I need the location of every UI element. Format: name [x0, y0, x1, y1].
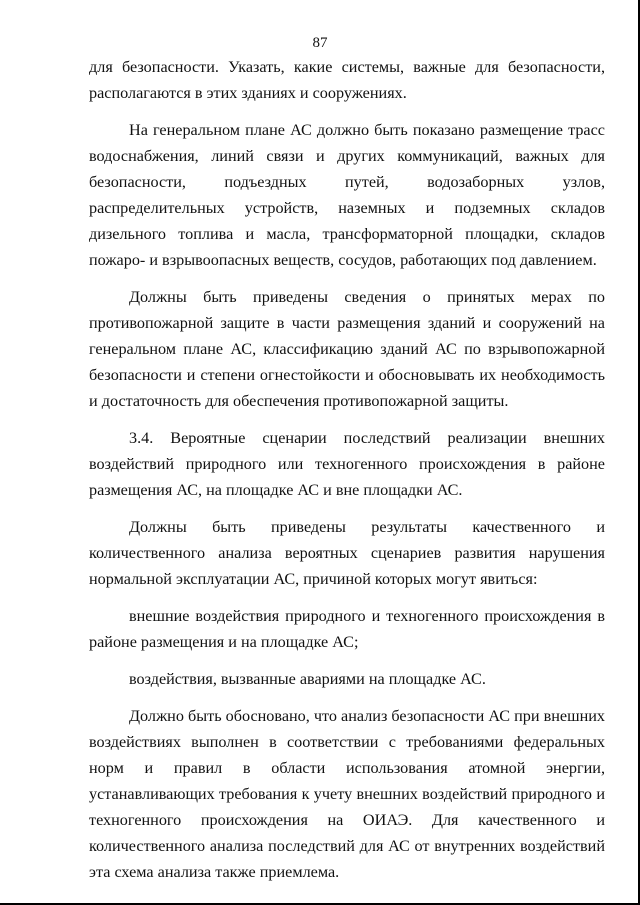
paragraph-analysis-results: Должны быть приведены результаты качественного и количественного анализа вероятных сценариев развития нарушения нормальной эксплуатации АС, причиной которых могут явиться:	[89, 518, 605, 588]
document-body	[89, 54, 605, 885]
paragraph-continuation: для безопасности. Указать, какие системы, важные для безопасности, располагаются в этих зданиях и сооружениях.	[89, 58, 605, 102]
paragraph-general-plan: На генеральном плане АС должно быть показано размещение трасс водоснабжения, линий связи и других коммуникаций, важных для безопасности, подъездных путей, водозаборных узлов, распределительных устройств, наземных и подземных складов дизельного топлива и масла, трансформаторной площадки, складов пожаро- и взрывоопасных веществ, сосудов, работающих под давлением.	[89, 121, 605, 269]
paragraph-justification: Должно быть обосновано, что анализ безопасности АС при внешних воздействиях выполнен в соответствии с требованиями федеральных норм и правил в области использования атомной энергии, устанавливающих требования к учету внешних воздействий природного и техногенного происхождения на ОИАЭ. Для качественного и количественного анализа последствий для АС от внутренних воздействий эта схема анализа также приемлема.	[89, 707, 605, 881]
paragraph-fire-protection: Должны быть приведены сведения о принятых мерах по противопожарной защите в части размещения зданий и сооружений на генеральном плане АС, классификацию зданий АС по взрывопожарной безопасности и степени огнестойкости и обосновывать их необходимость и достаточность для обеспечения противопожарной защиты.	[89, 288, 605, 410]
list-item-accident-impacts: воздействия, вызванные авариями на площадке АС.	[129, 670, 486, 688]
list-item-external-impacts: внешние воздействия природного и техногенного происхождения в районе размещения и на площадке АС;	[89, 607, 605, 651]
page-number: 87	[312, 35, 328, 51]
section-heading-3-4: 3.4. Вероятные сценарии последствий реализации внешних воздействий природного или техногенного происхождения в районе размещения АС, на площадке АС и вне площадки АС.	[89, 429, 605, 499]
